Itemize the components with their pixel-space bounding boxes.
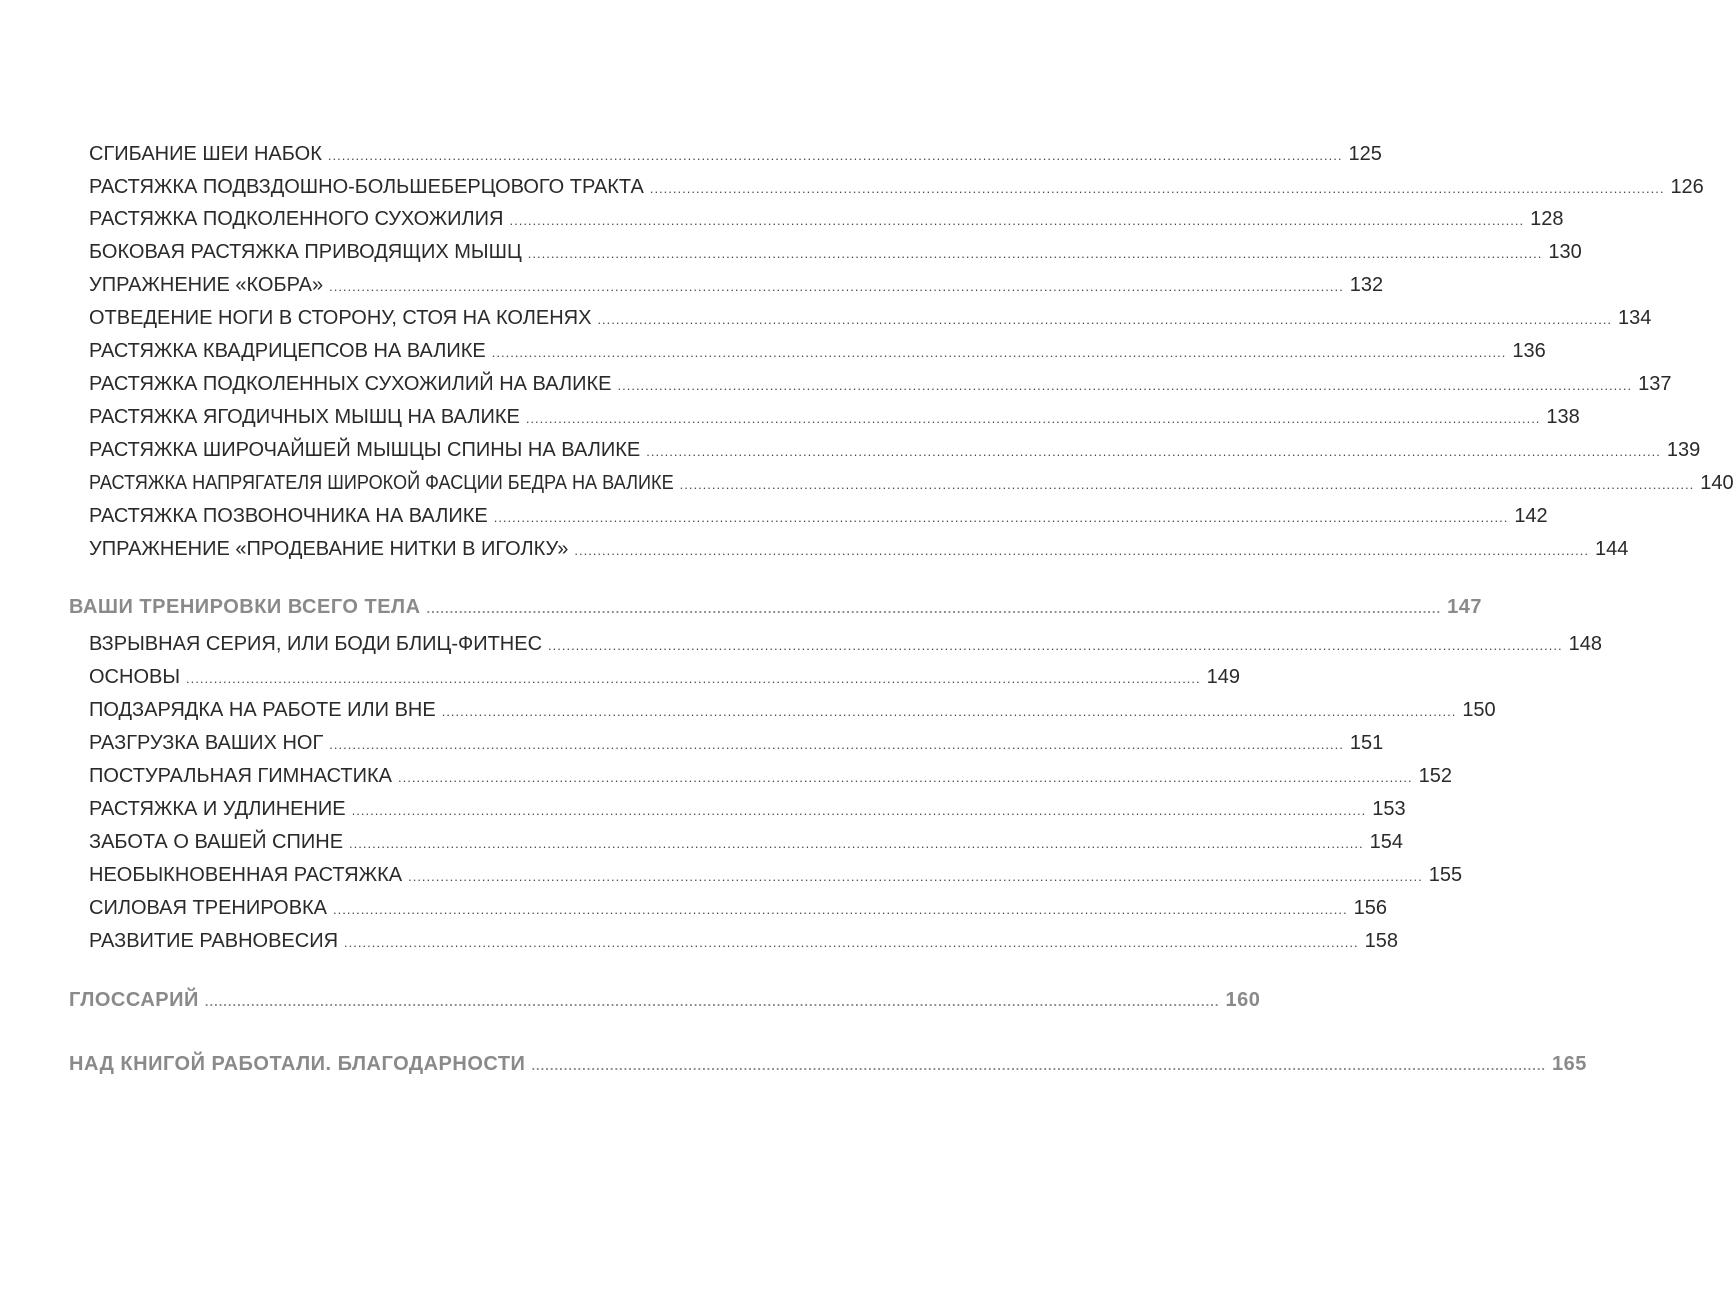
toc-entry-title: ПОСТУРАЛЬНАЯ ГИМНАСТИКА <box>89 765 393 787</box>
toc-entry <box>89 798 1406 821</box>
toc-page-number: 138 <box>1546 406 1580 428</box>
toc-entry <box>89 340 1546 363</box>
toc-entry-title: РАСТЯЖКА ПОДКОЛЕННОГО СУХОЖИЛИЯ <box>89 208 504 230</box>
toc-entry-title: УПРАЖНЕНИЕ «ПРОДЕВАНИЕ НИТКИ В ИГОЛКУ» <box>89 538 569 560</box>
toc-entry <box>89 831 1404 854</box>
dot-leader: ............................................................................................................................................................................................................................ <box>493 510 1509 525</box>
toc-page-number: 165 <box>1552 1053 1587 1075</box>
dot-leader: ............................................................................................................................................................................................................................ <box>408 869 1423 884</box>
dot-leader: ............................................................................................................................................................................................................................ <box>349 836 1364 851</box>
toc-entry <box>89 765 1453 788</box>
toc-page-number: 139 <box>1666 439 1701 461</box>
toc-page-number: 128 <box>1530 208 1564 230</box>
toc-entry <box>89 505 1548 528</box>
toc-page-number: 148 <box>1568 633 1602 655</box>
toc-entry-title: РАСТЯЖКА ПОДКОЛЕННЫХ СУХОЖИЛИЙ НА ВАЛИКЕ <box>89 373 612 395</box>
toc-page-number: 144 <box>1594 538 1629 560</box>
toc-entry-title: СГИБАНИЕ ШЕИ НАБОК <box>89 143 322 165</box>
toc-entry-title: ПОДЗАРЯДКА НА РАБОТЕ ИЛИ ВНЕ <box>89 699 436 721</box>
toc-page-number: 137 <box>1638 373 1672 395</box>
dot-leader: ............................................................................................................................................................................................................................ <box>491 345 1507 360</box>
dot-leader: ............................................................................................................................................................................................................................ <box>679 477 1695 492</box>
dot-leader: ............................................................................................................................................................................................................................ <box>351 803 1367 818</box>
dot-leader: ............................................................................................................................................................................................................................ <box>509 213 1525 228</box>
toc-page-number: 149 <box>1206 666 1241 688</box>
toc-entry-title: ОТВЕДЕНИЕ НОГИ В СТОРОНУ, СТОЯ НА КОЛЕНЯХ <box>89 307 592 329</box>
toc-page-number: 156 <box>1353 897 1388 919</box>
toc-page-number: 136 <box>1512 340 1546 362</box>
dot-leader: ............................................................................................................................................................................................................................ <box>597 312 1613 327</box>
toc-entry <box>89 633 1602 656</box>
toc-entry-title: ВЗРЫВНАЯ СЕРИЯ, ИЛИ БОДИ БЛИЦ-ФИТНЕС <box>89 633 543 655</box>
toc-section <box>69 596 1483 619</box>
dot-leader: ............................................................................................................................................................................................................................ <box>525 411 1541 426</box>
toc-entry <box>89 732 1384 755</box>
toc-entry <box>89 930 1399 953</box>
toc-entry <box>89 307 1652 330</box>
dot-leader: ............................................................................................................................................................................................................................ <box>441 704 1457 719</box>
toc-entry-title: БОКОВАЯ РАСТЯЖКА ПРИВОДЯЩИХ МЫШЦ <box>89 241 522 263</box>
toc-entry <box>89 208 1564 231</box>
toc-entry <box>89 699 1496 722</box>
dot-leader: ............................................................................................................................................................................................................................ <box>548 638 1563 653</box>
toc-entry-title: РАСТЯЖКА ШИРОЧАЙШЕЙ МЫШЦЫ СПИНЫ НА ВАЛИКЕ <box>89 439 641 461</box>
dot-leader: ............................................................................................................................................................................................................................ <box>531 1058 1547 1073</box>
toc-page-number: 132 <box>1349 274 1384 296</box>
toc-entry-title: РАСТЯЖКА ПОЗВОНОЧНИКА НА ВАЛИКЕ <box>89 505 488 527</box>
toc-entry <box>89 439 1701 462</box>
toc-entry-title: РАСТЯЖКА НАПРЯГАТЕЛЯ ШИРОКОЙ ФАСЦИИ БЕДРА НА ВАЛИКЕ <box>89 472 674 494</box>
toc-entry <box>89 406 1580 429</box>
dot-leader: ............................................................................................................................................................................................................................ <box>646 444 1661 459</box>
toc-entry <box>89 241 1582 264</box>
dot-leader: ............................................................................................................................................................................................................................ <box>186 671 1201 686</box>
toc-entry-title: РАСТЯЖКА ПОДВЗДОШНО-БОЛЬШЕБЕРЦОВОГО ТРАКТА <box>89 176 644 198</box>
toc-entry <box>89 538 1629 561</box>
toc-entry <box>89 143 1382 166</box>
toc-entry-title: РАЗВИТИЕ РАВНОВЕСИЯ <box>89 930 339 952</box>
toc-entry <box>89 176 1704 199</box>
toc-page-number: 140 <box>1700 472 1734 494</box>
toc-page-number: 130 <box>1548 241 1582 263</box>
toc-entry-title: УПРАЖНЕНИЕ «КОБРА» <box>89 274 324 296</box>
toc-page-number: 142 <box>1514 505 1548 527</box>
toc-entry-title: РАСТЯЖКА ЯГОДИЧНЫХ МЫШЦ НА ВАЛИКЕ <box>89 406 520 428</box>
toc-entry-title: ОСНОВЫ <box>89 666 181 688</box>
toc-page-number: 154 <box>1369 831 1404 853</box>
toc-entry-title: НАД КНИГОЙ РАБОТАЛИ. БЛАГОДАРНОСТИ <box>69 1053 526 1075</box>
toc-entry <box>89 472 1734 495</box>
dot-leader: ............................................................................................................................................................................................................................ <box>617 378 1633 393</box>
toc-entry-title: РАСТЯЖКА И УДЛИНЕНИЕ <box>89 798 346 820</box>
toc-entry <box>89 666 1241 689</box>
toc-page-number: 151 <box>1349 732 1384 754</box>
toc-entry-title: ВАШИ ТРЕНИРОВКИ ВСЕГО ТЕЛА <box>69 596 421 618</box>
dot-leader: ............................................................................................................................................................................................................................ <box>329 737 1344 752</box>
dot-leader: ............................................................................................................................................................................................................................ <box>327 148 1343 163</box>
toc-page-number: 150 <box>1462 699 1496 721</box>
toc-page-number: 152 <box>1418 765 1453 787</box>
dot-leader: ............................................................................................................................................................................................................................ <box>649 181 1665 196</box>
toc-entry <box>89 897 1388 920</box>
toc-page-number: 126 <box>1670 176 1704 198</box>
toc-entry-title: РАЗГРУЗКА ВАШИХ НОГ <box>89 732 324 754</box>
dot-leader: ............................................................................................................................................................................................................................ <box>329 279 1344 294</box>
dot-leader: ............................................................................................................................................................................................................................ <box>398 770 1413 785</box>
toc-page-number: 158 <box>1364 930 1399 952</box>
toc-entry-title: НЕОБЫКНОВЕННАЯ РАСТЯЖКА <box>89 864 403 886</box>
dot-leader: ............................................................................................................................................................................................................................ <box>204 994 1220 1009</box>
dot-leader: ............................................................................................................................................................................................................................ <box>333 902 1348 917</box>
toc-entry-title: ЗАБОТА О ВАШЕЙ СПИНЕ <box>89 831 344 853</box>
toc-entry-title: ГЛОССАРИЙ <box>69 989 199 1011</box>
toc-page-number: 155 <box>1428 864 1463 886</box>
dot-leader: ............................................................................................................................................................................................................................ <box>344 935 1359 950</box>
dot-leader: ............................................................................................................................................................................................................................ <box>426 601 1442 616</box>
dot-leader: ............................................................................................................................................................................................................................ <box>574 543 1589 558</box>
toc-page-number: 134 <box>1618 307 1652 329</box>
toc-entry <box>89 373 1672 396</box>
dot-leader: ............................................................................................................................................................................................................................ <box>527 246 1543 261</box>
toc-section <box>69 989 1261 1012</box>
toc-page-number: 153 <box>1372 798 1406 820</box>
toc-section <box>69 1053 1587 1076</box>
toc-entry <box>89 274 1384 297</box>
toc-entry <box>89 864 1463 887</box>
toc-page-number: 160 <box>1225 989 1261 1011</box>
toc-page-number: 147 <box>1447 596 1483 618</box>
toc-page-number: 125 <box>1348 143 1382 165</box>
toc-entry-title: СИЛОВАЯ ТРЕНИРОВКА <box>89 897 328 919</box>
toc-entry-title: РАСТЯЖКА КВАДРИЦЕПСОВ НА ВАЛИКЕ <box>89 340 486 362</box>
